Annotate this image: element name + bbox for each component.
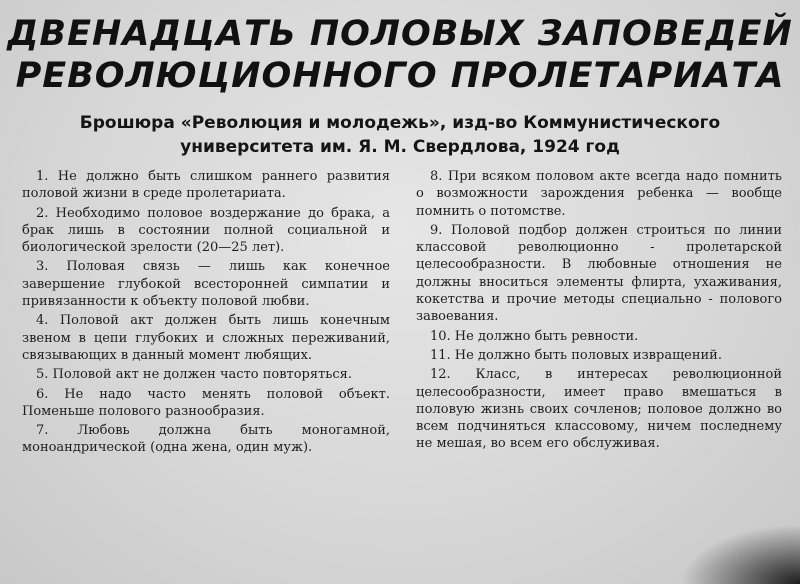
commandment-12: 12. Класс, в интересах революционной целесообразности, имеет право вмешаться в половую жизнь своих сочленов; половое должно во всем подчиняться классовому, ничем последнему не мешая, во всем его обслуживая. bbox=[416, 367, 782, 452]
commandment-11: 11. Не должно быть половых извращений. bbox=[430, 347, 722, 363]
commandment-6: 6. Не надо часто менять половой объект. Поменьше полового разнообразия. bbox=[22, 386, 390, 419]
commandment-9: 9. Половой подбор должен строиться по линии классовой революционно - пролетарской целесообразности. В любовные отношения не должны вноситься элементы флирта, ухаживания, кокетства и прочие методы специально - полового завоевания. bbox=[416, 222, 782, 325]
commandment-2: 2. Необходимо половое воздержание до брака, а брак лишь в состоянии полной социальной и биологической зрелости (20—25 лет). bbox=[22, 205, 390, 256]
commandment-8: 8. При всяком половом акте всегда надо помнить о возможности зарождения ребенка — вообще помнить о потомстве. bbox=[416, 169, 782, 219]
page-corner-shadow bbox=[680, 524, 800, 584]
headline-line-1: ДВЕНАДЦАТЬ ПОЛОВЫХ ЗАПОВЕДЕЙ bbox=[7, 14, 793, 54]
left-column bbox=[22, 168, 390, 459]
subtitle-line-1: Брошюра «Революция и молодежь», изд-во Коммунистического bbox=[79, 113, 721, 133]
commandment-1: 1. Не должно быть слишком раннего развития половой жизни в среде пролетариата. bbox=[22, 169, 390, 202]
commandment-10: 10. Не должно быть ревности. bbox=[430, 328, 639, 344]
subtitle-line-2: университета им. Я. М. Свердлова, 1924 год bbox=[180, 137, 620, 157]
commandment-5: 5. Половой акт не должен часто повторяться. bbox=[36, 367, 352, 383]
right-column bbox=[416, 168, 782, 455]
commandment-3: 3. Половая связь — лишь как конечное завершение глубокой всесторонней симпатии и привязанности к объекту половой любви. bbox=[22, 259, 390, 310]
commandment-7: 7. Любовь должна быть моногамной, моноандрической (одна жена, один муж). bbox=[22, 423, 390, 456]
headline-line-2: РЕВОЛЮЦИОННОГО ПРОЛЕТАРИАТА bbox=[15, 56, 785, 96]
commandment-4: 4. Половой акт должен быть лишь конечным звеном в цепи глубоких и сложных переживаний, связывающих в данный момент любящих. bbox=[22, 313, 390, 363]
